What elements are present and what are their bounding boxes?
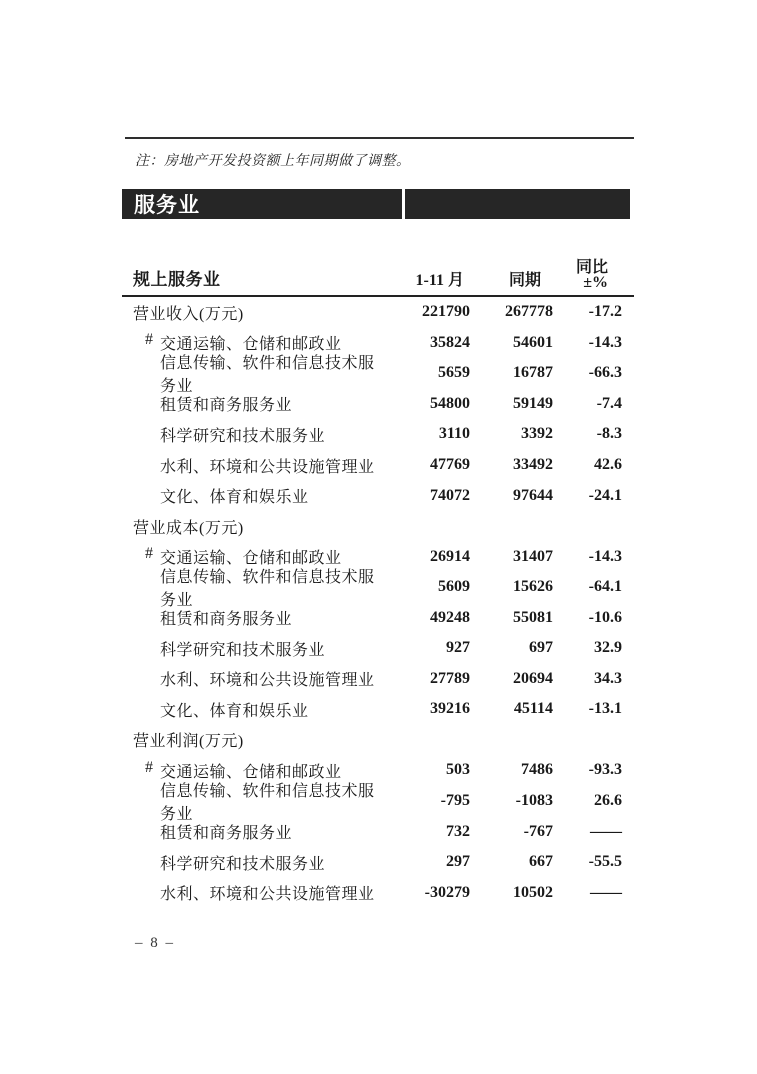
table-row (122, 725, 634, 756)
row-label (122, 454, 380, 477)
row-value-period: 3110 (438, 425, 470, 443)
row-label (122, 301, 380, 324)
row-value-yoy: 34.3 (594, 669, 622, 687)
row-value-period: 5659 (438, 364, 470, 382)
footnote-text: 注：房地产开发投资额上年同期做了调整。 (135, 154, 411, 169)
row-value-period: 39216 (430, 700, 470, 718)
row-value-period: 927 (446, 639, 470, 657)
row-value-same-period: 16787 (513, 364, 553, 382)
row-value-same-period: 97644 (513, 486, 553, 504)
row-value-same-period: 59149 (513, 394, 553, 412)
row-value-same-period: -1083 (515, 792, 553, 810)
column-header-same-period: 同期 (508, 272, 541, 289)
table-row (122, 602, 634, 633)
table-row (122, 847, 634, 878)
column-header-period: 1-11 月 (415, 272, 464, 289)
table-header-row (122, 250, 634, 297)
row-value-same-period: 667 (529, 853, 553, 871)
row-value-period: 26914 (430, 547, 470, 565)
hash-marker: # (145, 331, 154, 349)
row-label-text: 水利、环境和公共设施管理业 (160, 672, 375, 690)
row-label-text: 信息传输、软件和信息技术服务业 (160, 569, 375, 610)
column-header-yoy-line2: ±% (583, 274, 608, 291)
hash-marker: # (145, 758, 154, 776)
row-value-yoy: -7.4 (596, 394, 622, 412)
row-label-text: 信息传输、软件和信息技术服务业 (160, 783, 375, 824)
row-value-yoy: -17.2 (588, 303, 622, 321)
row-label (122, 423, 380, 446)
row-value-period: -30279 (424, 883, 470, 901)
table-row (122, 511, 634, 542)
table-row (122, 419, 634, 450)
row-label (122, 392, 380, 415)
top-divider-rule (125, 137, 634, 139)
row-value-same-period: 3392 (521, 425, 553, 443)
row-value-yoy: —— (590, 883, 622, 901)
row-value-same-period: -767 (523, 822, 553, 840)
row-value-yoy: -93.3 (588, 761, 622, 779)
row-value-period: 297 (446, 853, 470, 871)
row-label-text: 租赁和商务服务业 (160, 825, 293, 843)
table-row (122, 816, 634, 847)
row-value-period: -795 (440, 792, 470, 810)
column-header-yoy (553, 260, 622, 290)
row-label (122, 606, 380, 629)
row-label-text: 科学研究和技术服务业 (160, 427, 326, 445)
row-value-same-period: 33492 (513, 456, 553, 473)
row-label-text: 信息传输、软件和信息技术服务业 (160, 355, 375, 396)
row-value-period: 5609 (438, 578, 470, 596)
row-label-text: 交通运输、仓储和邮政业 (160, 763, 342, 781)
row-label (122, 728, 380, 751)
row-label (122, 350, 380, 396)
services-statistics-table (122, 250, 634, 908)
row-value-yoy: -14.3 (588, 547, 622, 565)
row-value-same-period: 15626 (513, 578, 553, 596)
row-value-yoy: 42.6 (594, 456, 622, 473)
row-value-yoy: -14.3 (588, 333, 622, 351)
row-label (122, 637, 380, 660)
row-label (122, 698, 380, 721)
row-label-text: 营业收入(万元) (133, 305, 244, 323)
row-value-yoy: -8.3 (596, 425, 622, 443)
row-label (122, 820, 380, 843)
page-number: – 8 – (135, 935, 175, 951)
row-value-same-period: 7486 (521, 761, 553, 779)
table-row (122, 480, 634, 511)
row-value-same-period: 10502 (513, 883, 553, 901)
row-value-yoy: -64.1 (588, 578, 622, 596)
row-value-yoy: 32.9 (594, 639, 622, 657)
row-value-yoy: -24.1 (588, 486, 622, 504)
row-value-yoy: -13.1 (588, 700, 622, 718)
row-label-text: 交通运输、仓储和邮政业 (160, 336, 342, 354)
row-label-text: 文化、体育和娱乐业 (160, 702, 309, 720)
row-value-yoy: -55.5 (588, 853, 622, 871)
table-row (122, 297, 634, 328)
row-value-same-period: 31407 (513, 547, 553, 565)
row-value-period: 503 (446, 761, 470, 779)
row-value-period: 49248 (430, 608, 470, 626)
row-label-text: 文化、体育和娱乐业 (160, 489, 309, 507)
row-label-text: 租赁和商务服务业 (160, 397, 293, 415)
row-value-same-period: 267778 (505, 303, 553, 321)
row-value-yoy: —— (590, 822, 622, 840)
row-value-same-period: 45114 (513, 700, 553, 718)
table-row (122, 783, 634, 824)
row-value-yoy: 26.6 (594, 792, 622, 810)
section-title: 服务业 (134, 194, 200, 217)
row-value-same-period: 54601 (513, 333, 553, 351)
row-label (122, 564, 380, 610)
row-label (122, 667, 380, 690)
row-value-period: 221790 (422, 303, 470, 321)
row-value-period: 74072 (430, 486, 470, 504)
table-row (122, 450, 634, 481)
row-value-period: 47769 (430, 456, 470, 473)
row-value-period: 54800 (430, 394, 470, 412)
section-title-cell (122, 189, 402, 219)
row-value-same-period: 55081 (513, 608, 553, 626)
row-label-text: 水利、环境和公共设施管理业 (160, 886, 375, 904)
section-header-bar (122, 189, 630, 219)
row-label-text: 交通运输、仓储和邮政业 (160, 550, 342, 568)
row-value-yoy: -66.3 (588, 364, 622, 382)
row-value-period: 27789 (430, 669, 470, 687)
row-value-period: 35824 (430, 333, 470, 351)
row-label-text: 水利、环境和公共设施管理业 (160, 458, 375, 476)
row-label-text: 租赁和商务服务业 (160, 611, 293, 629)
table-row (122, 633, 634, 664)
row-label (122, 881, 380, 904)
row-value-yoy: -10.6 (588, 608, 622, 626)
column-header-yoy-line1: 同比 (575, 259, 608, 276)
row-label (122, 778, 380, 824)
row-label (122, 851, 380, 874)
row-label-text: 科学研究和技术服务业 (160, 641, 326, 659)
hash-marker: # (145, 545, 154, 563)
row-label-text: 科学研究和技术服务业 (160, 855, 326, 873)
table-body (122, 297, 634, 908)
row-label (122, 515, 380, 538)
table-row (122, 877, 634, 908)
row-value-period: 732 (446, 822, 470, 840)
row-value-same-period: 20694 (513, 669, 553, 687)
table-row (122, 664, 634, 695)
row-label (122, 484, 380, 507)
row-value-same-period: 697 (529, 639, 553, 657)
table-row (122, 694, 634, 725)
column-header-indicator: 规上服务业 (133, 270, 221, 289)
table-row (122, 389, 634, 420)
section-bar-right-cell (405, 189, 630, 219)
row-label-text: 营业成本(万元) (133, 519, 244, 537)
table-row (122, 569, 634, 610)
row-label-text: 营业利润(万元) (133, 733, 244, 751)
table-row (122, 355, 634, 396)
